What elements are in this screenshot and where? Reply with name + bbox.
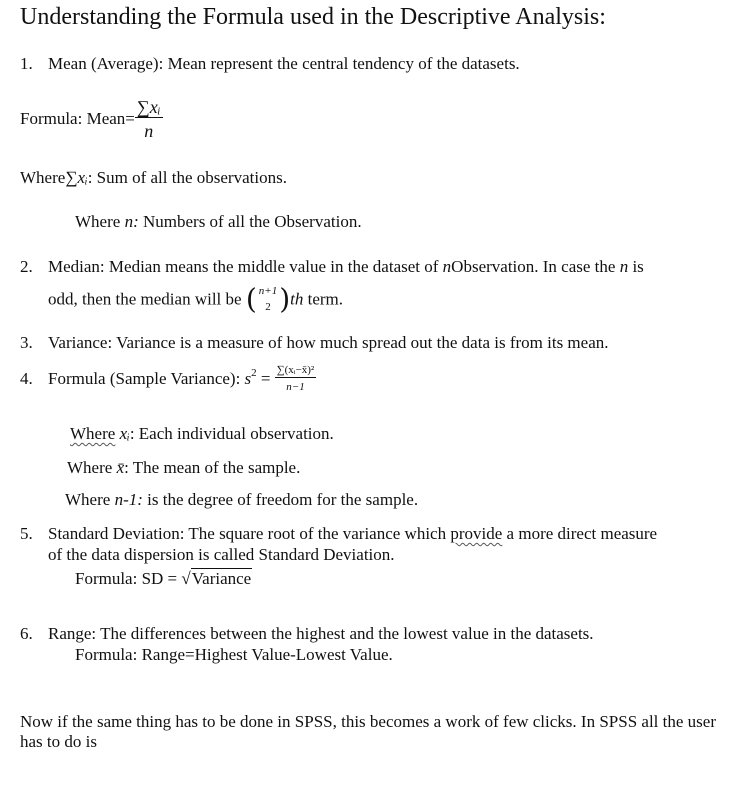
list-text: provide (450, 524, 503, 543)
where-label: Where (70, 424, 116, 443)
variable: th (290, 289, 304, 309)
description: is the degree of freedom for the sample. (142, 490, 419, 509)
list-text: Range: The differences between the highest and the lowest value in the datasets. (48, 624, 594, 643)
variable: xᵢ (77, 168, 88, 187)
mean-fraction (135, 98, 163, 140)
fraction-numerator: n+1 (258, 285, 278, 297)
list-text: is (628, 257, 644, 276)
where-label: Where (65, 490, 115, 509)
page-title: Understanding the Formula used in the Descriptive Analysis: (20, 4, 606, 30)
formula-label: Formula: SD = (75, 569, 182, 588)
fraction-denominator: 2 (265, 301, 271, 313)
sum-symbol: ∑ (65, 168, 78, 187)
where-label: Where (67, 458, 117, 477)
sqrt-symbol: √ (181, 569, 191, 588)
where-xi-line (70, 424, 334, 444)
variable: n-1: (114, 490, 143, 509)
list-text: a more direct measure (502, 524, 658, 543)
list-number: 4. (20, 368, 33, 388)
list-item-sd (20, 524, 657, 544)
list-text: Standard Deviation: The square root of the variance which (48, 524, 451, 543)
sd-formula (75, 569, 252, 589)
list-text: Mean (Average): Mean represent the central tendency of the datasets. (48, 54, 520, 73)
list-text: odd, then the median will be (48, 289, 246, 309)
sqrt-argument: Variance (191, 569, 252, 588)
list-number: 3. (20, 333, 33, 352)
where-xbar-line (67, 458, 300, 478)
fraction-numerator: ∑xᵢ (136, 97, 161, 117)
where-label: Where (20, 168, 66, 187)
equals: = (256, 368, 275, 388)
variable: x̄ (116, 458, 125, 477)
closing-paragraph: Now if the same thing has to be done in SPSS, this becomes a work of few clicks. In SPSS all the user has to do is (20, 712, 716, 751)
variable: xᵢ (115, 424, 130, 443)
where-n1-line (65, 490, 418, 510)
list-number: 1. (20, 54, 33, 73)
variable: n (619, 257, 629, 276)
fraction-denominator: n−1 (286, 380, 305, 393)
variable: s (244, 368, 252, 388)
fraction-denominator: n (144, 121, 154, 141)
list-item-variance (20, 333, 609, 353)
list-item-range (20, 624, 594, 644)
description: : Each individual observation. (129, 424, 334, 443)
formula-label: Formula: Mean= (20, 109, 135, 128)
variable: n: (124, 212, 139, 231)
where-n-line (75, 212, 362, 232)
median-fraction (257, 286, 279, 313)
variance-fraction (275, 365, 316, 393)
list-text: term. (303, 289, 344, 309)
list-text: Variance: Variance is a measure of how much spread out the data is from its mean. (48, 333, 609, 352)
superscript: 2 (251, 367, 257, 379)
where-label: Where (75, 212, 125, 231)
variable: n (442, 257, 452, 276)
list-text: Median: Median means the middle value in the dataset of (48, 257, 443, 276)
list-number: 2. (20, 257, 33, 276)
list-number: 6. (20, 624, 33, 643)
list-text: Observation. In case the (451, 257, 620, 276)
description: Numbers of all the Observation. (138, 212, 362, 231)
list-item-sample-variance (20, 363, 316, 393)
mean-formula (20, 98, 163, 140)
description: : The mean of the sample. (124, 458, 301, 477)
list-item-mean (20, 54, 520, 74)
description: : Sum of all the observations. (87, 168, 287, 187)
fraction-numerator: ∑(xᵢ−x̄)² (276, 363, 315, 376)
where-sum-line (20, 168, 287, 188)
range-formula: Formula: Range=Highest Value-Lowest Value. (75, 645, 393, 664)
list-number: 5. (20, 524, 33, 543)
sd-line-2: of the data dispersion is called Standard Deviation. (48, 545, 395, 564)
list-text: Formula (Sample Variance): (48, 368, 245, 388)
list-item-median (20, 257, 644, 277)
median-line-2: odd, then the median will be ( n+1 2 )th term. (48, 282, 344, 316)
